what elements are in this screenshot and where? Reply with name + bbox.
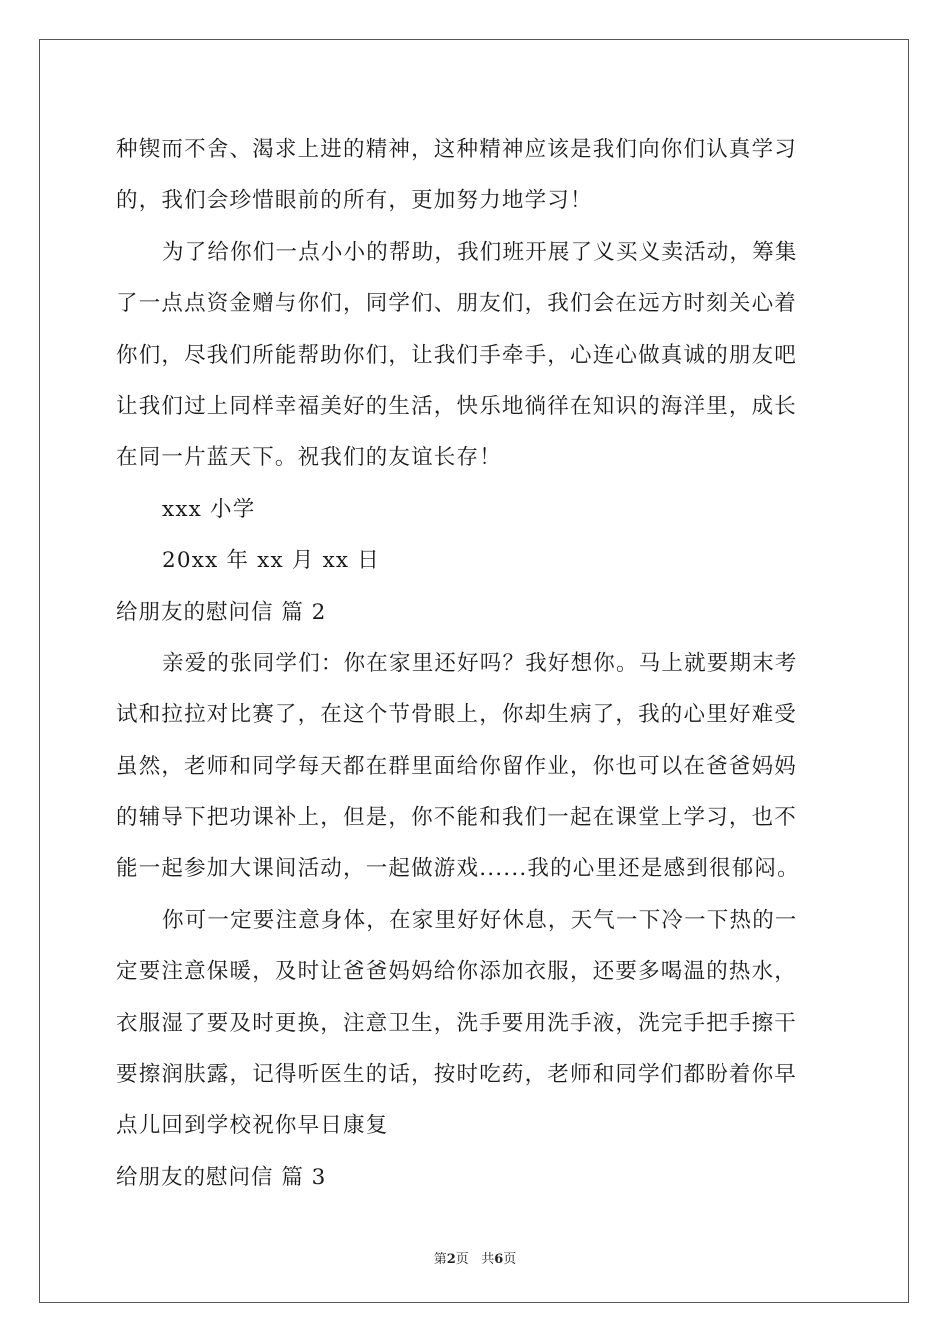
paragraph-line: 了一点点资金赠与你们，同学们、朋友们，我们会在远方时刻关心着 (116, 291, 798, 317)
paragraph-line: 定要注意保暖，及时让爸爸妈妈给你添加衣服，还要多喝温的热水， (116, 959, 798, 985)
page-footer (0, 1248, 950, 1267)
paragraph-line: 要擦润肤露，记得听医生的话，按时吃药，老师和同学们都盼着你早 (116, 1062, 798, 1088)
paragraph-line: 衣服湿了要及时更换，注意卫生，洗手要用洗手液，洗完手把手擦干 (116, 1010, 798, 1036)
paragraph-line: 的辅导下把功课补上，但是，你不能和我们一起在课堂上学习，也不 (116, 805, 798, 831)
paragraph-line: 让我们过上同样幸福美好的生活，快乐地徜徉在知识的海洋里，成长 (116, 393, 798, 419)
footer-page-suffix: 页 (455, 1252, 469, 1267)
paragraph-line: 在同一片蓝天下。祝我们的友谊长存！ (116, 445, 502, 471)
footer-total-pages: 6 (494, 1252, 504, 1267)
paragraph-line: 能一起参加大课间活动，一起做游戏......我的心里还是感到很郁闷。 (116, 856, 800, 882)
section-heading: 给朋友的慰问信 篇 2 (116, 599, 327, 625)
signature-date: 20xx 年 xx 月 xx 日 (162, 548, 380, 574)
section-heading: 给朋友的慰问信 篇 3 (116, 1164, 327, 1190)
footer-total-suffix: 页 (503, 1252, 517, 1267)
paragraph-line: 的，我们会珍惜眼前的所有，更加努力地学习！ (116, 188, 593, 214)
footer-page-number: 2 (446, 1252, 456, 1267)
paragraph-line: 亲爱的张同学们：你在家里还好吗？我好想你。马上就要期末考 (162, 650, 798, 676)
paragraph-line: 试和拉拉对比赛了，在这个节骨眼上，你却生病了，我的心里好难受 (116, 702, 798, 728)
paragraph-line: 点儿回到学校祝你早日康复 (116, 1113, 389, 1139)
footer-page-prefix: 第 (433, 1252, 447, 1267)
document-body (116, 124, 846, 1203)
paragraph-line: 种锲而不舍、渴求上进的精神，这种精神应该是我们向你们认真学习 (116, 137, 798, 162)
paragraph-line: 为了给你们一点小小的帮助，我们班开展了义买义卖活动，筹集 (162, 239, 798, 265)
paragraph-line: 你们，尽我们所能帮助你们，让我们手牵手，心连心做真诚的朋友吧 (116, 342, 798, 368)
paragraph-line: 你可一定要注意身体，在家里好好休息，天气一下冷一下热的一 (162, 907, 798, 933)
paragraph-line: 虽然，老师和同学每天都在群里面给你留作业，你也可以在爸爸妈妈 (116, 753, 798, 779)
signature-school: xxx 小学 (162, 496, 256, 522)
footer-total-prefix: 共 (481, 1252, 495, 1267)
